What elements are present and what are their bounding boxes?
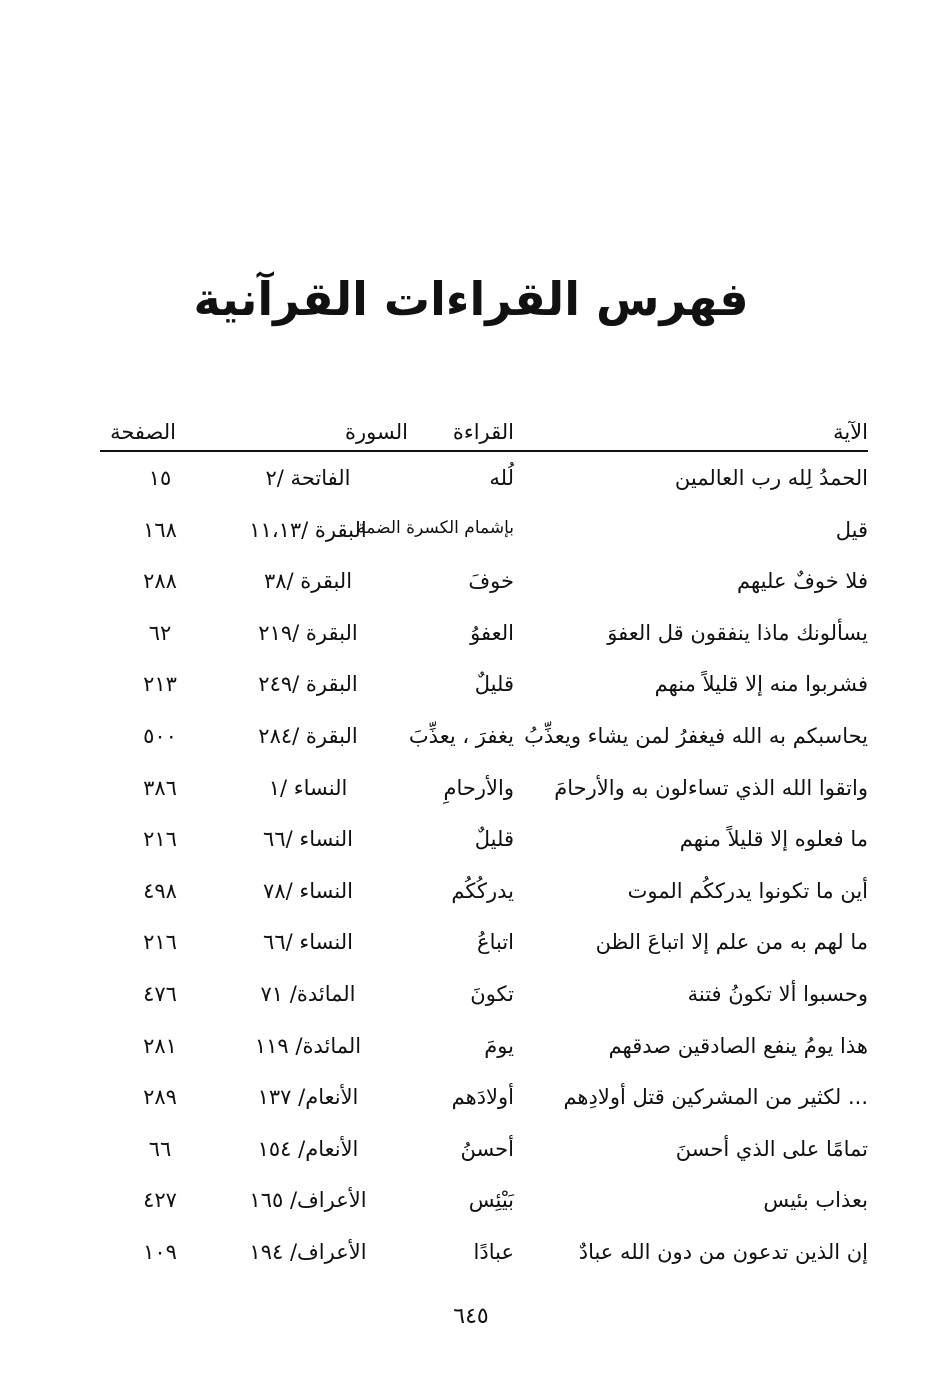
cell-page: ٣٨٦	[143, 775, 177, 800]
cell-qiraa: يدركُكُم	[451, 878, 514, 903]
cell-page: ٥٠٠	[143, 723, 177, 748]
cell-page: ٦٢	[148, 620, 172, 645]
cell-ayah: واتقوا الله الذي تساءلون به والأرحامَ	[554, 775, 868, 800]
cell-ayah: إن الذين تدعون من دون الله عبادٌ	[578, 1239, 868, 1264]
cell-page: ٤٢٧	[143, 1188, 177, 1213]
cell-surah: النساء /١	[268, 775, 348, 800]
cell-surah: البقرة /٢٨٤	[258, 723, 358, 748]
cell-ayah: فلا خوفٌ عليهم	[737, 569, 868, 594]
page-number: ٦٤٥	[453, 1304, 489, 1329]
cell-qiraa: بَيْئِس	[468, 1188, 514, 1213]
cell-ayah: تمامًا على الذي أحسنَ	[675, 1136, 868, 1161]
cell-qiraa: لُله	[489, 466, 514, 490]
cell-qiraa: بإشمام الكسرة الضمة	[357, 517, 514, 538]
cell-page: ٢١٣	[143, 672, 177, 697]
cell-qiraa: تكونَ	[470, 981, 514, 1006]
cell-qiraa: أحسنُ	[460, 1136, 514, 1161]
table-row	[100, 504, 868, 556]
cell-page: ٢٨٨	[143, 569, 177, 594]
table-row	[100, 452, 868, 504]
cell-qiraa: يومَ	[484, 1033, 514, 1058]
cell-page: ١٠٩	[143, 1239, 177, 1264]
cell-surah: المائدة/ ١١٩	[254, 1033, 362, 1058]
cell-surah: الفاتحة /٢	[265, 466, 351, 490]
table-row	[100, 1071, 868, 1123]
table-row	[100, 813, 868, 865]
cell-page: ٢١٦	[143, 930, 177, 955]
table-row	[100, 1174, 868, 1226]
cell-page: ٦٦	[148, 1136, 172, 1161]
cell-surah: الأنعام/ ١٥٤	[257, 1136, 359, 1161]
table-row	[100, 968, 868, 1020]
cell-page: ٤٩٨	[143, 878, 177, 903]
table-row	[100, 607, 868, 659]
table-row	[100, 1020, 868, 1072]
cell-ayah: يسألونك ماذا ينفقون قل العفوَ	[607, 620, 868, 645]
cell-page: ٢٨١	[143, 1033, 177, 1058]
table-row	[100, 865, 868, 917]
cell-qiraa: خوفَ	[468, 569, 514, 594]
cell-qiraa: والأرحامِ	[443, 775, 514, 800]
table-row	[100, 916, 868, 968]
cell-surah: البقرة /٣٨	[263, 569, 353, 594]
cell-page: ١٥	[148, 466, 172, 490]
table-row	[100, 555, 868, 607]
cell-qiraa: العفوُ	[470, 620, 514, 645]
header-surah: السورة	[345, 420, 408, 444]
cell-ayah: قيل	[835, 517, 868, 542]
cell-page: ١٦٨	[143, 517, 177, 542]
cell-surah: المائدة/ ٧١	[260, 981, 356, 1006]
page-title: فهرس القراءات القرآنية	[193, 272, 749, 326]
cell-ayah: ما فعلوه إلا قليلاً منهم	[679, 827, 868, 852]
cell-surah: الأنعام/ ١٣٧	[257, 1085, 359, 1110]
cell-ayah: فشربوا منه إلا قليلاً منهم	[654, 672, 868, 697]
table-row	[100, 762, 868, 814]
cell-surah: البقرة /٢١٩	[258, 620, 358, 645]
cell-ayah: ما لهم به من علم إلا اتباعَ الظن	[595, 930, 868, 955]
cell-ayah: الحمدُ لِله رب العالمين	[674, 466, 868, 490]
cell-surah: البقرة /١١،١٣	[249, 517, 367, 542]
cell-qiraa: أولادَهم	[451, 1085, 514, 1110]
cell-ayah: يحاسبكم به الله فيغفرُ لمن يشاء ويعذِّبُ	[524, 723, 868, 748]
cell-ayah: أين ما تكونوا يدرككُم الموت	[627, 878, 868, 903]
header-qiraa: القراءة	[452, 420, 514, 444]
cell-ayah: هذا يومُ ينفع الصادقين صدقهم	[608, 1033, 868, 1058]
table-body	[100, 452, 868, 1278]
header-page: الصفحة	[110, 420, 176, 444]
cell-surah: النساء /٧٨	[263, 878, 353, 903]
header-ayah: الآية	[833, 420, 868, 444]
table-row	[100, 1123, 868, 1175]
table-header	[100, 410, 868, 452]
cell-surah: الأعراف/ ١٩٤	[249, 1239, 367, 1264]
cell-surah: الأعراف/ ١٦٥	[249, 1188, 367, 1213]
cell-qiraa: يغفرَ ، يعذِّبَ	[408, 723, 514, 748]
cell-surah: النساء /٦٦	[263, 930, 353, 955]
cell-surah: النساء /٦٦	[263, 827, 353, 852]
cell-qiraa: عبادًا	[473, 1239, 514, 1264]
table-row	[100, 710, 868, 762]
readings-index-table	[100, 410, 868, 1278]
cell-qiraa: اتباعُ	[477, 930, 514, 955]
cell-qiraa: قليلٌ	[474, 827, 514, 852]
cell-surah: البقرة /٢٤٩	[258, 672, 358, 697]
cell-qiraa: قليلٌ	[474, 672, 514, 697]
cell-ayah: بعذاب بئيس	[763, 1188, 868, 1213]
cell-page: ٤٧٦	[143, 981, 177, 1006]
cell-ayah: ... لكثير من المشركين قتل أولادِهم	[563, 1085, 868, 1110]
cell-page: ٢١٦	[143, 827, 177, 852]
cell-page: ٢٨٩	[143, 1085, 177, 1110]
table-row	[100, 658, 868, 710]
cell-ayah: وحسبوا ألا تكونُ فتنة	[687, 981, 868, 1006]
table-row	[100, 1226, 868, 1278]
